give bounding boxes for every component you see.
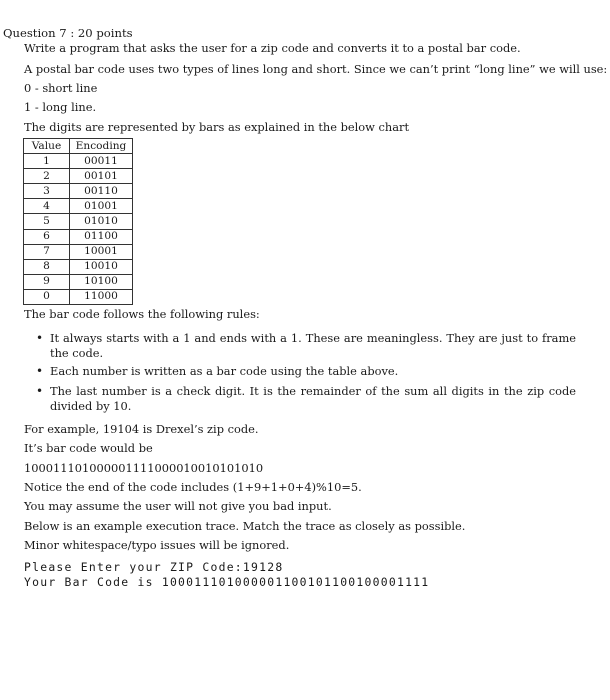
question-prompt: Write a program that asks the user for a zip code and converts it to a postal bar code. bbox=[24, 41, 521, 55]
table-row bbox=[24, 154, 133, 169]
minor-issues-note: Minor whitespace/typo issues will be ignored. bbox=[24, 538, 290, 552]
bullet-icon: • bbox=[36, 384, 44, 398]
short-line-definition: 0 - short line bbox=[24, 81, 98, 95]
rules-intro: The bar code follows the following rules: bbox=[24, 307, 260, 321]
table-row bbox=[24, 169, 133, 184]
column-header-value: Value bbox=[24, 139, 70, 154]
question-header: Question 7 : 20 points bbox=[3, 26, 133, 40]
example-would-be: It’s bar code would be bbox=[24, 441, 153, 455]
table-cell-encoding: 00110 bbox=[70, 184, 133, 199]
example-intro: For example, 19104 is Drexel’s zip code. bbox=[24, 422, 259, 436]
example-notice: Notice the end of the code includes (1+9+1+0+4)%10=5. bbox=[24, 480, 362, 494]
table-cell-value: 2 bbox=[24, 169, 70, 184]
rule-item bbox=[36, 331, 576, 361]
table-cell-encoding: 01100 bbox=[70, 229, 133, 244]
table-row bbox=[24, 184, 133, 199]
trace-prompt-line: Please Enter your ZIP Code:19128 bbox=[24, 560, 284, 574]
rule-text: The last number is a check digit. It is the remainder of the sum all digits in the zip code divided by 10. bbox=[50, 384, 576, 413]
bullet-icon: • bbox=[36, 331, 44, 345]
example-assume: You may assume the user will not give you bad input. bbox=[24, 499, 332, 513]
table-cell-encoding: 01010 bbox=[70, 214, 133, 229]
table-cell-encoding: 10100 bbox=[70, 274, 133, 289]
table-cell-value: 7 bbox=[24, 244, 70, 259]
encoding-table bbox=[23, 138, 133, 305]
table-row bbox=[24, 229, 133, 244]
table-cell-value: 8 bbox=[24, 259, 70, 274]
rule-item bbox=[36, 364, 576, 379]
table-cell-encoding: 10001 bbox=[70, 244, 133, 259]
table-cell-encoding: 10010 bbox=[70, 259, 133, 274]
rule-item bbox=[36, 384, 576, 414]
table-cell-value: 1 bbox=[24, 154, 70, 169]
table-row bbox=[24, 199, 133, 214]
table-row bbox=[24, 259, 133, 274]
column-header-encoding: Encoding bbox=[70, 139, 133, 154]
table-cell-value: 9 bbox=[24, 274, 70, 289]
table-cell-encoding: 01001 bbox=[70, 199, 133, 214]
table-cell-value: 3 bbox=[24, 184, 70, 199]
table-cell-encoding: 11000 bbox=[70, 289, 133, 304]
table-cell-value: 4 bbox=[24, 199, 70, 214]
table-cell-encoding: 00011 bbox=[70, 154, 133, 169]
rule-text: It always starts with a 1 and ends with a 1. These are meaningless. They are just to frame the code. bbox=[50, 331, 576, 360]
example-code: 100011101000001111000010010101010 bbox=[24, 461, 264, 475]
trace-result-line: Your Bar Code is 100011101000001100101100100001111 bbox=[24, 575, 430, 589]
question-explanation: A postal bar code uses two types of lines long and short. Since we can’t print “long line” we will use: bbox=[24, 62, 608, 76]
table-cell-value: 6 bbox=[24, 229, 70, 244]
table-row bbox=[24, 214, 133, 229]
table-row bbox=[24, 274, 133, 289]
table-cell-value: 0 bbox=[24, 289, 70, 304]
rule-text: Each number is written as a bar code using the table above. bbox=[50, 364, 399, 378]
bullet-icon: • bbox=[36, 364, 44, 378]
table-row bbox=[24, 289, 133, 304]
table-row bbox=[24, 244, 133, 259]
long-line-definition: 1 - long line. bbox=[24, 100, 97, 114]
table-cell-value: 5 bbox=[24, 214, 70, 229]
chart-intro: The digits are represented by bars as explained in the below chart bbox=[24, 120, 410, 134]
table-header-row bbox=[24, 139, 133, 154]
table-cell-encoding: 00101 bbox=[70, 169, 133, 184]
trace-intro: Below is an example execution trace. Match the trace as closely as possible. bbox=[24, 519, 466, 533]
